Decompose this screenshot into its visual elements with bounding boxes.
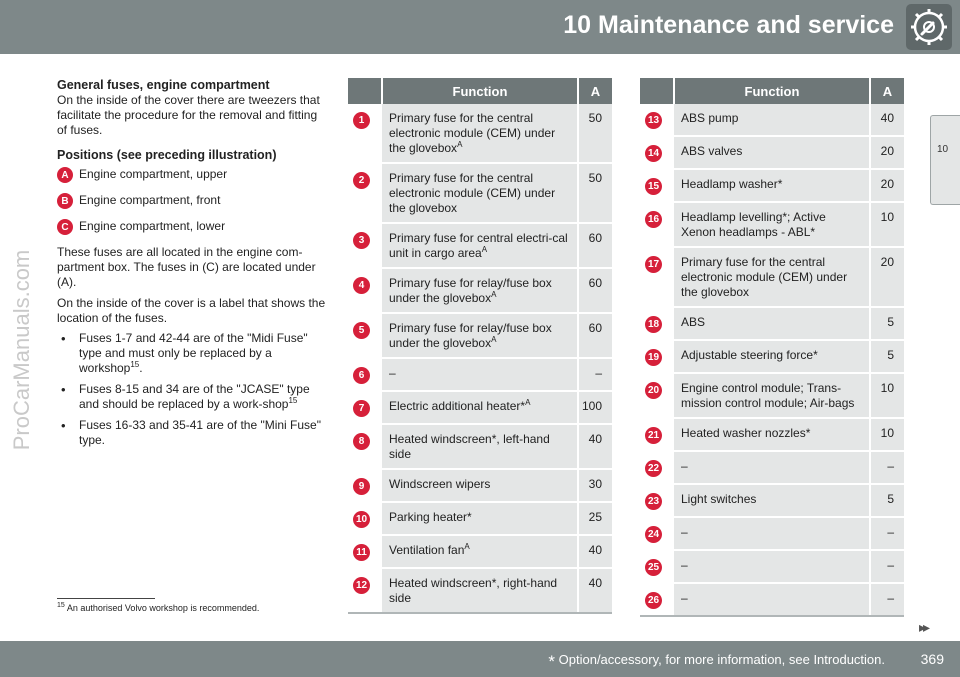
location-paragraph: These fuses are all located in the engine com-partment box. The fuses in (C) are located under (A). (57, 245, 316, 289)
table-row (348, 535, 612, 568)
fuse-function (674, 340, 870, 373)
fuse-number: 4 (353, 277, 370, 294)
fuse-function (382, 535, 578, 568)
chapter-tab-label: 10 (937, 144, 949, 155)
fuse-amperage: 5 (870, 307, 904, 340)
table-header-amperage: A (870, 78, 904, 104)
footnote-number: 15 (57, 602, 65, 609)
fuse-number: 25 (645, 559, 662, 576)
fuse-amperage: 10 (870, 373, 904, 418)
positions-list (57, 167, 327, 245)
table-row (348, 223, 612, 268)
page-footer (0, 641, 960, 677)
fuse-amperage: 40 (578, 424, 612, 469)
table-row (348, 313, 612, 358)
fuse-function (382, 313, 578, 358)
fuse-number-cell (348, 469, 382, 502)
fuse-amperage: 25 (578, 502, 612, 535)
table-header-function: Function (674, 78, 870, 104)
fuse-function-text: ABS pump (681, 111, 739, 125)
fuse-table-2 (640, 78, 904, 617)
fuse-number-cell (348, 568, 382, 613)
fuse-number-cell (348, 104, 382, 163)
fuse-number-cell (348, 223, 382, 268)
fuse-function-text: Parking heater* (389, 510, 472, 524)
footnote-ref: 15 (130, 360, 140, 369)
fuse-number: 16 (645, 211, 662, 228)
fuse-function (674, 247, 870, 307)
table-header-amperage: A (578, 78, 612, 104)
table-row (640, 484, 904, 517)
table-row (640, 104, 904, 136)
fuse-function (382, 502, 578, 535)
fuse-number-cell (640, 104, 674, 136)
position-label: Engine compartment, upper (79, 167, 228, 181)
list-item-text: Fuses 1-7 and 42-44 are of the "Midi Fuse" type and must only be replaced by a workshop (79, 331, 308, 375)
fuse-function (674, 484, 870, 517)
fuse-number: 26 (645, 592, 662, 609)
position-marker: B (57, 193, 73, 209)
table-row (640, 517, 904, 550)
footnote-text: An authorised Volvo workshop is recommended. (66, 603, 260, 613)
fuse-description (57, 78, 327, 454)
table-row (640, 202, 904, 247)
table-row (640, 136, 904, 169)
fuse-function (382, 163, 578, 223)
fuse-function-text: Primary fuse for relay/fuse box under the glovebox (389, 321, 552, 350)
table-row (640, 169, 904, 202)
fuse-number: 23 (645, 493, 662, 510)
table-row (348, 469, 612, 502)
fuse-function-text: Light switches (681, 492, 757, 506)
fuse-function-sup: A (491, 335, 497, 344)
fuse-function-text: Primary fuse for central electri-cal unit in cargo area (389, 231, 568, 260)
fuse-number-cell (640, 583, 674, 616)
fuse-number-cell (348, 163, 382, 223)
fuse-function-sup: A (464, 542, 470, 551)
fuse-function-sup: A (491, 290, 497, 299)
table-row (348, 163, 612, 223)
fuse-number: 5 (353, 322, 370, 339)
fuse-function (674, 517, 870, 550)
fuse-number: 11 (353, 544, 370, 561)
fuse-amperage: 50 (578, 163, 612, 223)
position-label: Engine compartment, lower (79, 219, 226, 233)
fuse-amperage: – (578, 358, 612, 391)
fuse-function-text: – (681, 558, 688, 572)
position-marker: C (57, 219, 73, 235)
fuse-function-text: Engine control module; Trans-mission control module; Air-bags (681, 381, 855, 410)
fuse-function-text: Primary fuse for the central electronic module (CEM) under the glovebox (681, 255, 848, 299)
fuse-function-text: Headlamp levelling*; Active Xenon headlamps - ABL* (681, 210, 826, 239)
fuse-amperage: – (870, 517, 904, 550)
list-item (57, 382, 327, 412)
position-item (57, 193, 327, 219)
page-header (0, 0, 960, 54)
fuse-number-cell (640, 550, 674, 583)
position-item (57, 219, 327, 245)
fuse-function (382, 391, 578, 424)
position-item (57, 167, 327, 193)
fuse-number: 3 (353, 232, 370, 249)
table-row (348, 268, 612, 313)
list-item (57, 331, 327, 376)
fuse-number: 6 (353, 367, 370, 384)
fuse-function (674, 550, 870, 583)
fuse-function-sup: A (525, 398, 531, 407)
fuse-amperage: 20 (870, 136, 904, 169)
table-header-number (348, 78, 382, 104)
fuse-number: 17 (645, 256, 662, 273)
fuse-amperage: 20 (870, 247, 904, 307)
fuse-number-cell (640, 340, 674, 373)
table-row (640, 247, 904, 307)
fuse-function-text: Electric additional heater* (389, 399, 526, 413)
fuse-function-text: – (681, 525, 688, 539)
watermark (4, 205, 40, 495)
fuse-number-cell (348, 358, 382, 391)
fuse-number-cell (348, 502, 382, 535)
fuse-function-text: Heated washer nozzles* (681, 426, 811, 440)
fuse-amperage: 5 (870, 484, 904, 517)
table-row (348, 424, 612, 469)
table-row (640, 373, 904, 418)
fuse-number: 8 (353, 433, 370, 450)
fuse-function-text: ABS (681, 315, 706, 329)
fuse-function-text: Ventilation fan (389, 543, 465, 557)
table-header-function: Function (382, 78, 578, 104)
fuse-function (382, 268, 578, 313)
fuse-number-cell (640, 307, 674, 340)
fuse-function-text: ABS valves (681, 144, 743, 158)
table-row (640, 340, 904, 373)
fuse-function-text: – (389, 366, 396, 380)
fuse-amperage: 50 (578, 104, 612, 163)
fuse-number: 7 (353, 400, 370, 417)
position-marker: A (57, 167, 73, 183)
fuse-function-text: Heated windscreen*, left-hand side (389, 432, 550, 461)
list-item-tail: . (139, 361, 143, 375)
fuse-function (674, 418, 870, 451)
fuse-amperage: 40 (870, 104, 904, 136)
table-row (348, 358, 612, 391)
fuse-number: 2 (353, 172, 370, 189)
fuse-amperage: 40 (578, 535, 612, 568)
table-row (348, 391, 612, 424)
fuse-number: 14 (645, 145, 662, 162)
fuse-function-text: Headlamp washer* (681, 177, 783, 191)
fuse-number-cell (640, 373, 674, 418)
fuse-amperage: 60 (578, 268, 612, 313)
table-row (348, 568, 612, 613)
watermark-text: ProCarManuals.com (9, 249, 34, 451)
fuse-number: 12 (353, 577, 370, 594)
fuse-function (674, 451, 870, 484)
fuse-number-cell (640, 418, 674, 451)
footnote-ref: 15 (288, 396, 298, 405)
fuse-function-sup: A (457, 140, 463, 149)
footnote-divider (57, 598, 155, 599)
label-paragraph: On the inside of the cover is a label that shows the location of the fuses. (57, 296, 326, 325)
footer-note-text: Option/accessory, for more information, see Introduction. (558, 652, 885, 667)
fuse-amperage: – (870, 550, 904, 583)
fuse-amperage: 5 (870, 340, 904, 373)
table-row (348, 104, 612, 163)
fuse-function (674, 373, 870, 418)
fuse-amperage: 10 (870, 418, 904, 451)
position-label: Engine compartment, front (79, 193, 221, 207)
fuse-number: 21 (645, 427, 662, 444)
fuse-number-cell (640, 451, 674, 484)
fuse-function-text: – (681, 591, 688, 605)
fuse-function (382, 469, 578, 502)
fuse-function-text: Primary fuse for relay/fuse box under the glovebox (389, 276, 552, 305)
table-row (640, 583, 904, 616)
fuse-function-sup: A (481, 245, 488, 254)
list-item (57, 418, 327, 448)
fuse-function-text: Heated windscreen*, right-hand side (389, 576, 558, 605)
fuse-number: 18 (645, 316, 662, 333)
fuse-number: 10 (353, 511, 370, 528)
table-row (640, 451, 904, 484)
fuse-type-list (57, 331, 327, 448)
fuse-number: 24 (645, 526, 662, 543)
fuse-amperage: 20 (870, 169, 904, 202)
fuse-number-cell (640, 517, 674, 550)
fuse-function (674, 169, 870, 202)
fuse-number: 15 (645, 178, 662, 195)
fuse-number: 13 (645, 112, 662, 129)
fuse-number-cell (348, 391, 382, 424)
fuse-function (382, 104, 578, 163)
fuse-amperage: 60 (578, 313, 612, 358)
table-row (640, 550, 904, 583)
section-title: General fuses, engine compartment (57, 78, 270, 92)
wrench-gear-icon (906, 4, 952, 50)
fuse-function (382, 568, 578, 613)
fuse-amperage: 60 (578, 223, 612, 268)
fuse-function (674, 104, 870, 136)
fuse-number-cell (640, 247, 674, 307)
fuse-function (674, 583, 870, 616)
fuse-number-cell (640, 202, 674, 247)
fuse-number: 20 (645, 382, 662, 399)
fuse-number-cell (640, 169, 674, 202)
fuse-function-text: – (681, 459, 688, 473)
fuse-number-cell (640, 136, 674, 169)
fuse-function (382, 424, 578, 469)
table-row (640, 418, 904, 451)
intro-paragraph: On the inside of the cover there are tweezers that facilitate the procedure for the removal and fitting of fuses. (57, 93, 320, 137)
table-row (640, 307, 904, 340)
fuse-function-text: Windscreen wipers (389, 477, 491, 491)
fuse-amperage: – (870, 451, 904, 484)
fuse-function-text: Adjustable steering force* (681, 348, 818, 362)
fuse-number-cell (348, 268, 382, 313)
fuse-number: 22 (645, 460, 662, 477)
option-star: * (548, 652, 556, 671)
fuse-function-text: Primary fuse for the central electronic module (CEM) under the glovebox (389, 111, 556, 155)
fuse-amperage: – (870, 583, 904, 616)
footnote (57, 603, 259, 613)
table-header-number (640, 78, 674, 104)
chapter-tab[interactable] (930, 115, 960, 205)
fuse-function (674, 136, 870, 169)
next-page-icon[interactable]: ▸▸ (919, 619, 928, 635)
list-item-text: Fuses 8-15 and 34 are of the "JCASE" type and should be replaced by a work-shop (79, 382, 310, 411)
chapter-title: 10 Maintenance and service (563, 11, 894, 39)
fuse-number: 19 (645, 349, 662, 366)
fuse-number-cell (348, 535, 382, 568)
page-number: 369 (920, 651, 944, 667)
fuse-amperage: 30 (578, 469, 612, 502)
fuse-number: 9 (353, 478, 370, 495)
fuse-number-cell (640, 484, 674, 517)
fuse-function (674, 202, 870, 247)
fuse-amperage: 10 (870, 202, 904, 247)
fuse-number-cell (348, 424, 382, 469)
fuse-table-1 (348, 78, 612, 614)
fuse-number: 1 (353, 112, 370, 129)
fuse-number-cell (348, 313, 382, 358)
list-item-text: Fuses 16-33 and 35-41 are of the "Mini Fuse" type. (79, 418, 321, 447)
fuse-function (382, 223, 578, 268)
fuse-function-text: Primary fuse for the central electronic module (CEM) under the glovebox (389, 171, 556, 215)
fuse-function (382, 358, 578, 391)
fuse-function (674, 307, 870, 340)
positions-title: Positions (see preceding illustration) (57, 148, 277, 162)
footer-note (548, 652, 885, 672)
table-row (348, 502, 612, 535)
fuse-amperage: 40 (578, 568, 612, 613)
fuse-amperage: 100 (578, 391, 612, 424)
